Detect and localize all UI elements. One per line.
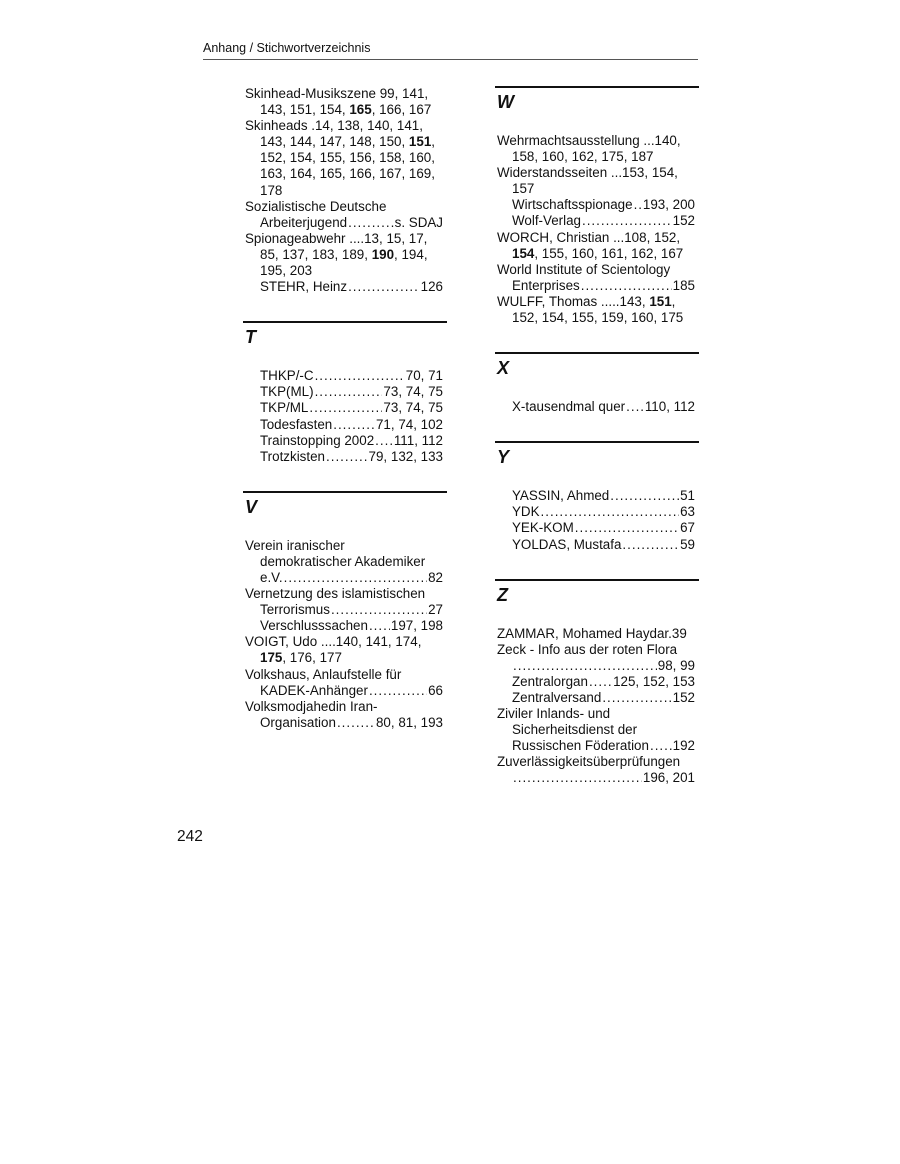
index-entry-pages: 82 [428, 569, 443, 585]
index-entry-text: , 152, 154, 155, 156, 158, 160, 163, 164, 165, 166, 167, 169, 178 [260, 134, 435, 198]
index-entry-label: Trainstopping 2002 [260, 432, 375, 448]
index-entry-text: Wehrmachtsausstellung ...140, 158, 160, 162, 175, 187 [497, 133, 681, 165]
index-entry [497, 278, 695, 294]
index-entry-label: Trotzkisten [260, 448, 325, 464]
index-page-bold: 190 [371, 246, 395, 262]
index-entry [245, 433, 443, 449]
index-entry-text: , 152, 154, 155, 159, 160, 175 [512, 293, 684, 326]
index-entry-label: e.V. [260, 569, 283, 585]
index-entry [245, 384, 443, 400]
index-entry [497, 770, 695, 786]
section-letter-heading: Z [495, 579, 699, 614]
index-leader-dots [602, 690, 671, 706]
index-entry [497, 133, 695, 165]
index-entry: World Institute of Scientology [497, 261, 671, 277]
index-entry-pages: 111, 112 [393, 432, 443, 448]
index-leader-dots [650, 738, 672, 754]
index-leader-dots [348, 215, 394, 231]
index-entry-label: Organisation [260, 714, 336, 730]
index-entry-pages: 110, 112 [644, 399, 695, 415]
index-leader-dots [634, 197, 642, 213]
index-entry-label: TKP/ML [260, 400, 309, 416]
index-entry [245, 400, 443, 416]
index-entry-pages: 66 [428, 682, 443, 698]
index-entry-pages: 185 [672, 277, 695, 293]
index-entry [245, 570, 443, 586]
index-entry [497, 626, 695, 642]
index-leader-dots [333, 417, 375, 433]
index-entry [245, 215, 443, 231]
index-entry [245, 231, 443, 279]
page-number: 242 [177, 828, 203, 845]
index-entry-label: Russischen Föderation [512, 738, 649, 754]
index-entry [497, 537, 695, 553]
index-leader-dots [348, 279, 420, 295]
index-entry [497, 197, 695, 213]
index-entry-text: WORCH, Christian ...108, 152, [497, 229, 681, 245]
index-leader-dots [315, 384, 383, 400]
index-leader-dots [284, 570, 428, 586]
index-leader-dots [375, 433, 393, 449]
index-leader-dots [337, 715, 375, 731]
index-entry-pages: 80, 81, 193 [375, 714, 443, 730]
index-entry-pages: 126 [420, 279, 443, 295]
section-letter-heading: V [243, 491, 447, 526]
index-entry-label: KADEK-Anhänger [260, 682, 368, 698]
index-entry: demokratischer Akademiker [260, 553, 426, 569]
index-entry-text: ZAMMAR, Mohamed Haydar.39 [497, 625, 687, 641]
index-entry [497, 230, 695, 262]
index-entry-label: Arbeiterjugend [260, 214, 348, 230]
index-entry-label: Verschlusssachen [260, 618, 368, 634]
index-entry-label: Todesfasten [260, 416, 333, 432]
index-entry-pages: 193, 200 [642, 197, 695, 213]
index-entry-label: STEHR, Heinz [260, 279, 348, 295]
index-entry [497, 658, 695, 674]
index-entry-label: TKP(ML) [260, 384, 314, 400]
index-entry [245, 118, 443, 198]
index-page-bold: 151 [408, 134, 432, 150]
index-entry-text: , 194, 195, 203 [260, 246, 428, 279]
index-entry-pages: 70, 71 [405, 368, 443, 384]
index-entry [245, 86, 443, 118]
index-entry [497, 690, 695, 706]
index-entry-text: Widerstandsseiten ...153, 154, 157 [497, 165, 678, 197]
index-page-bold: 165 [349, 102, 372, 118]
index-leader-dots [581, 278, 672, 294]
index-entry-pages: 98, 99 [657, 657, 695, 673]
index-entry-text: , 155, 160, 161, 162, 167 [534, 245, 684, 261]
index-entry [497, 213, 695, 229]
index-entry [497, 504, 695, 520]
index-entry-pages: 73, 74, 75 [383, 384, 443, 400]
index-entry-pages: s. SDAJ [394, 214, 443, 230]
index-entry-label: YEK-KOM [512, 520, 574, 536]
running-title: Anhang / Stichwortverzeichnis [203, 41, 371, 55]
index-entry [245, 634, 443, 666]
index-entry-pages: 192 [672, 738, 695, 754]
index-entry-label: YOLDAS, Mustafa [512, 536, 622, 552]
index-entry-label: Wirtschaftsspionage [512, 197, 633, 213]
index-entry: Volksmodjahedin Iran- [245, 698, 378, 714]
index-entry-text: , 166, 167 [371, 102, 432, 118]
index-entry-label: YDK [512, 504, 540, 520]
index-column-right [497, 86, 695, 787]
index-entry-pages: 59 [680, 536, 695, 552]
section-letter-heading: T [243, 321, 447, 356]
index-entry-label: X-tausendmal quer [512, 399, 626, 415]
section-letter-heading: W [495, 86, 699, 121]
index-entry-label: YASSIN, Ahmed [512, 488, 610, 504]
index-column-left [245, 86, 443, 731]
index-entry: Zeck - Info aus der roten Flora [497, 641, 678, 657]
section-letter-heading: X [495, 352, 699, 387]
index-leader-dots [582, 213, 672, 229]
index-entry-text: Sozialistische Deutsche [245, 198, 387, 214]
index-entry [497, 165, 695, 197]
index-entry [497, 294, 695, 326]
index-leader-dots [513, 770, 642, 786]
index-entry [497, 738, 695, 754]
index-entry [245, 683, 443, 699]
index-entry: Volkshaus, Anlaufstelle für [245, 666, 402, 682]
index-entry-label: Zentralversand [512, 689, 602, 705]
index-entry [245, 449, 443, 465]
index-entry-pages: 27 [428, 602, 443, 618]
index-entry-pages: 71, 74, 102 [375, 416, 443, 432]
index-entry [245, 199, 443, 215]
index-entry-pages: 67 [680, 520, 695, 536]
index-entry [497, 488, 695, 504]
index-entry-pages: 73, 74, 75 [383, 400, 443, 416]
index-entry-text: Spionageabwehr ....13, 15, 17, 85, 137, 183, 189, [245, 230, 428, 262]
index-entry-pages: 63 [680, 504, 695, 520]
index-entry: Sicherheitsdienst der [512, 722, 638, 738]
index-entry-text: Skinhead-Musikszene 99, 141, 143, 151, 154, [245, 86, 429, 118]
index-leader-dots [326, 449, 368, 465]
index-entry: Verein iranischer [245, 537, 345, 553]
index-leader-dots [513, 658, 657, 674]
index-entry-label: Enterprises [512, 277, 580, 293]
index-leader-dots [622, 537, 679, 553]
index-page-bold: 154 [512, 245, 535, 261]
index-leader-dots [541, 504, 680, 520]
index-entry [245, 279, 443, 295]
index-entry [245, 368, 443, 384]
index-entry-label: THKP/-C [260, 368, 314, 384]
index-entry [497, 399, 695, 415]
index-leader-dots [610, 488, 679, 504]
index-entry-text: WULFF, Thomas .....143, [497, 293, 650, 309]
index-leader-dots [369, 618, 390, 634]
index-entry-pages: 197, 198 [390, 618, 443, 634]
index-entry-label: Terrorismus [260, 602, 330, 618]
index-entry-pages: 51 [680, 488, 695, 504]
index-page-bold: 175 [260, 650, 283, 666]
index-entry-label: Wolf-Verlag [512, 213, 581, 229]
index-entry [497, 674, 695, 690]
running-header [203, 41, 698, 60]
index-leader-dots [626, 399, 644, 415]
index-entry-text: , 176, 177 [282, 650, 342, 666]
index-entry [245, 417, 443, 433]
index-entry [245, 618, 443, 634]
index-entry-label: Zentralorgan [512, 673, 588, 689]
index-entry-text: VOIGT, Udo ....140, 141, 174, [245, 634, 422, 650]
index-entry-text: Skinheads .14, 138, 140, 141, 143, 144, 147, 148, 150, [245, 118, 423, 150]
index-leader-dots [309, 400, 382, 416]
index-entry [497, 520, 695, 536]
index-entry [245, 715, 443, 731]
index-leader-dots [331, 602, 427, 618]
index-entry-pages: 125, 152, 153 [613, 673, 695, 689]
index-leader-dots [315, 368, 405, 384]
index-entry-pages: 152 [672, 689, 695, 705]
index-entry-pages: 196, 201 [642, 770, 695, 786]
index-entry [245, 602, 443, 618]
index-leader-dots [575, 520, 679, 536]
index-leader-dots [589, 674, 612, 690]
index-entry-pages: 152 [672, 213, 695, 229]
index-entry: Zuverlässigkeitsüberprüfungen [497, 754, 681, 770]
index-entry: Vernetzung des islamistischen [245, 586, 426, 602]
index-entry-pages: 79, 132, 133 [368, 448, 443, 464]
section-letter-heading: Y [495, 441, 699, 476]
index-leader-dots [369, 683, 427, 699]
index-entry: Ziviler Inlands- und [497, 706, 611, 722]
index-page-bold: 151 [649, 293, 672, 309]
